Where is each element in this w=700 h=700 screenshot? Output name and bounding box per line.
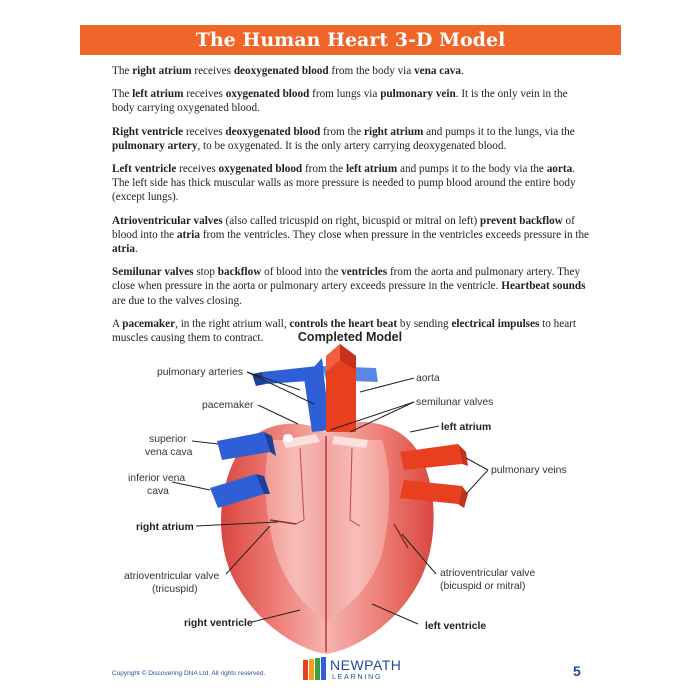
label-right-ventricle: right ventricle [184, 618, 253, 629]
text-run: A [112, 317, 123, 330]
text-run: . It is the only vein in the body carrying oxygenated blood. [112, 88, 568, 115]
label-pulmonary-arteries: pulmonary arteries [157, 367, 244, 378]
text-run: receives [183, 88, 226, 101]
text-run: (also called tricuspid on right, bicuspid or mitral on left) [222, 214, 480, 227]
text-run: . [460, 65, 464, 77]
bold-term: right atrium [132, 65, 192, 77]
bold-term: vena cava [414, 65, 461, 77]
text-run: . The left side has thick muscular walls as more pressure is needed to pump blood around the entire body (except lungs). [112, 163, 576, 204]
pacemaker-shape [283, 434, 293, 442]
bold-term: left atrium [345, 163, 398, 176]
bold-term: oxygenated blood [225, 88, 310, 101]
logo-text-learning: LEARNING [332, 674, 383, 681]
text-run: from lungs via [309, 88, 381, 101]
label-inferior-vena-cava-line2: cava [147, 486, 169, 497]
text-run: The [112, 65, 133, 77]
text-run: by sending [397, 317, 452, 330]
text-run: from the [302, 163, 346, 176]
text-run: and pumps it to the lungs, via the [423, 125, 575, 138]
bold-term: deoxygenated blood [233, 65, 329, 77]
label-aorta: aorta [416, 373, 440, 384]
bold-term: deoxygenated blood [225, 125, 321, 138]
text-run: of blood into the [112, 214, 575, 241]
label-semilunar-valves: semilunar valves [416, 397, 494, 408]
bold-term: controls the heart beat [289, 317, 398, 330]
text-run: are due to the valves closing. [112, 294, 242, 307]
bold-term: Heartbeat sounds [501, 280, 586, 293]
book-icon [302, 656, 328, 684]
bold-term: prevent backflow [479, 214, 563, 227]
label-right-atrium: right atrium [136, 522, 194, 533]
bold-term: backflow [217, 266, 262, 279]
text-run: from the body via [328, 65, 415, 77]
text-run: from the [320, 125, 365, 138]
text-run: of blood into the [261, 266, 342, 279]
bold-term: pulmonary vein [380, 88, 456, 101]
text-run: stop [193, 266, 218, 279]
label-av-valve-tricuspid-line1: atrioventricular valve [124, 571, 220, 582]
bold-term: oxygenated blood [218, 163, 303, 176]
text-run: receives [176, 163, 219, 176]
bold-term: electrical impulses [451, 317, 540, 330]
label-superior-vena-cava-line2: vena cava [145, 447, 193, 458]
logo-text-newpath: NEWPATH [330, 657, 402, 673]
text-run: , to be oxygenated. It is the only artery carrying deoxygenated blood. [197, 139, 507, 152]
label-superior-vena-cava-line1: superior [149, 434, 187, 445]
text-run: to heart muscles causing them to contract. [112, 317, 577, 345]
figure-title: Completed Model [297, 330, 403, 344]
bold-term: Right ventricle [112, 125, 184, 138]
text-run: from the ventricles. They close when pressure in the ventricles exceeds pressure in the [199, 228, 589, 241]
label-left-atrium: left atrium [441, 422, 492, 433]
aorta-shape [326, 344, 356, 432]
page-title: The Human Heart 3-D Model [195, 29, 506, 51]
text-run: . [135, 243, 138, 256]
copyright-notice: Copyright © Discovering DNA Ltd. All rights reserved. [112, 670, 266, 677]
bold-term: aorta [546, 163, 573, 176]
text-run: , in the right atrium wall, [175, 317, 290, 330]
label-av-valve-mitral-line2: (bicuspid or mitral) [440, 581, 526, 592]
bold-term: atria [176, 228, 200, 241]
text-run: receives [191, 65, 234, 77]
bold-term: left atrium [132, 88, 184, 101]
bold-term: pacemaker [122, 317, 176, 330]
bold-term: Atrioventricular valves [112, 214, 223, 227]
text-run: from the aorta and pulmonary artery. They close when pressure in the aorta or pulmonary artery exceeds pressure in the ventricle. [112, 266, 581, 293]
newpath-learning-logo [302, 656, 402, 686]
label-av-valve-tricuspid-line2: (tricuspid) [152, 584, 198, 595]
bold-term: atria [112, 243, 135, 256]
bold-term: pulmonary artery [112, 139, 198, 152]
label-pacemaker: pacemaker [202, 400, 254, 411]
text-run: The [112, 88, 133, 101]
text-run: receives [183, 125, 226, 138]
label-av-valve-mitral-line1: atrioventricular valve [440, 568, 536, 579]
bold-term: Left ventricle [112, 163, 177, 176]
bold-term: ventricles [341, 266, 388, 279]
text-run: and pumps it to the body via the [397, 163, 547, 176]
label-left-ventricle: left ventricle [425, 621, 487, 632]
bold-term: right atrium [364, 125, 424, 138]
label-pulmonary-veins: pulmonary veins [491, 465, 567, 476]
bold-term: Semilunar valves [112, 266, 194, 279]
label-inferior-vena-cava-line1: inferior vena [128, 473, 186, 484]
page-number: 5 [573, 663, 581, 679]
